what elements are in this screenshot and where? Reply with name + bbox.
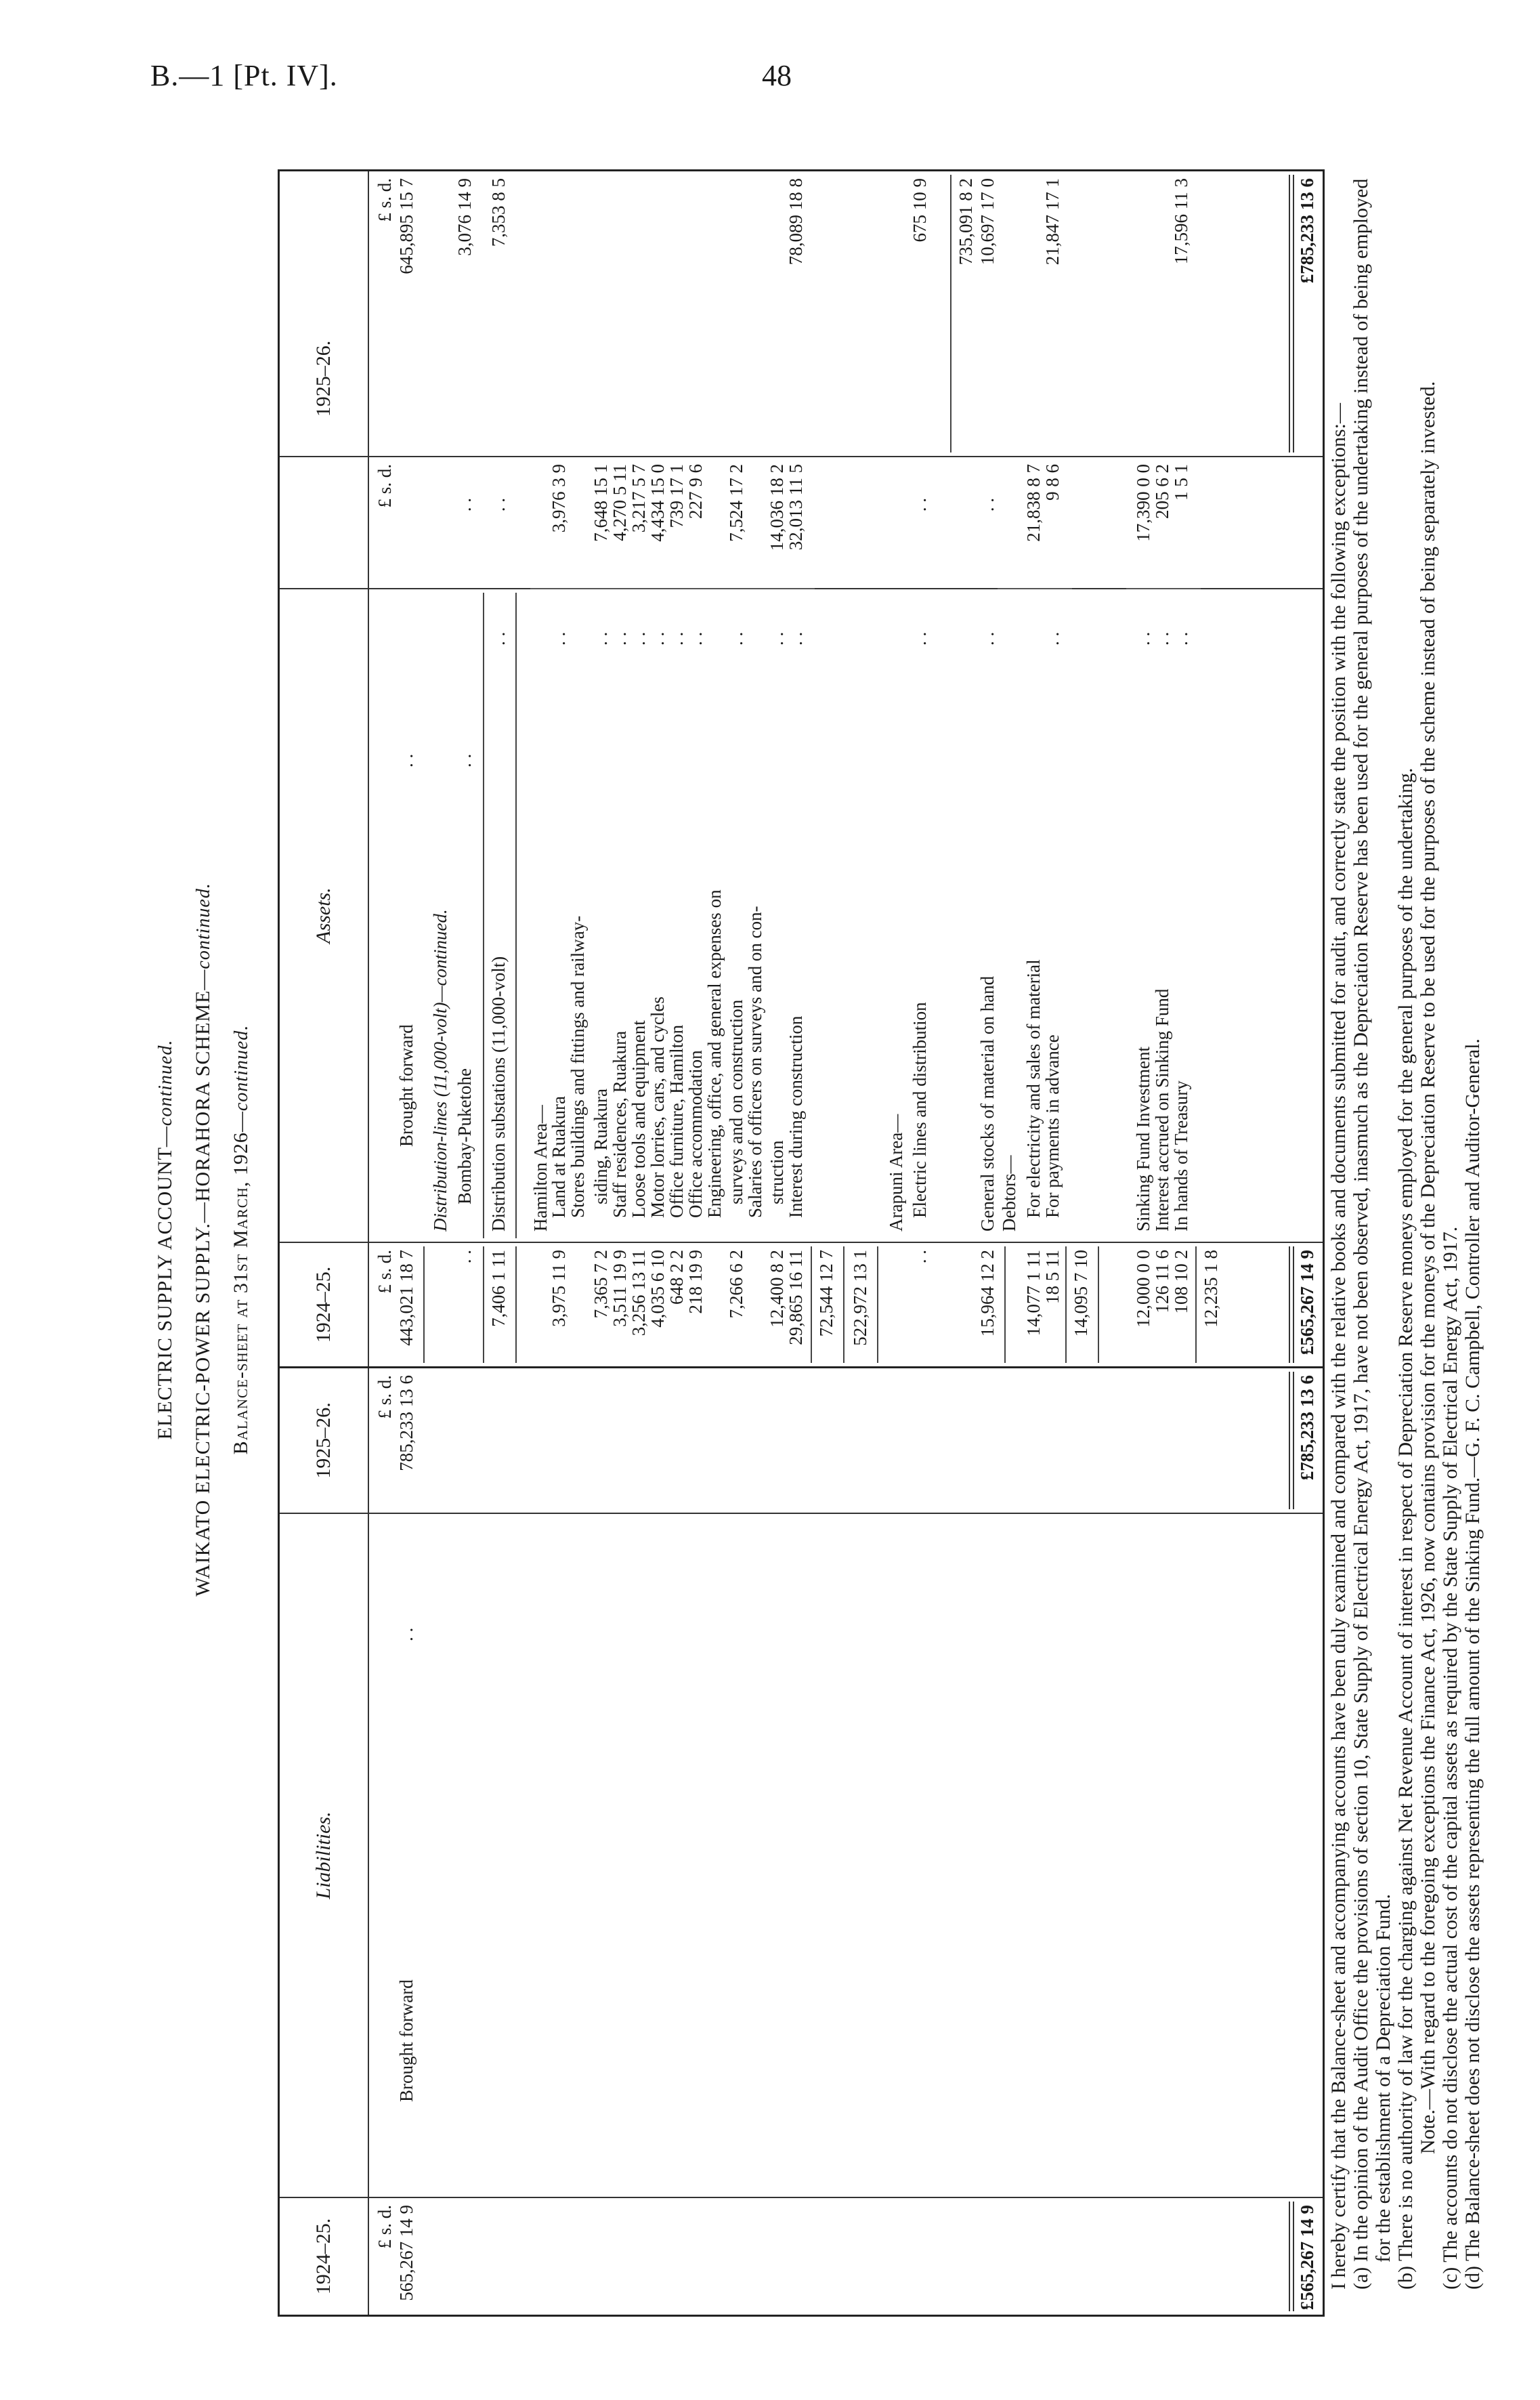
asset-label: Engineering, office, and general expenses on	[704, 889, 725, 1218]
asset-prev: . .	[454, 1250, 475, 1264]
exception-a: (a) In the opinion of the Audit Office the provisions of section 10, State Supply of Electrical Energy Act, 1917, have not been observed, inasmuch as the Depreciation Reserve has been used for the general purposes of the undertaking instead of being employed for the establishment of a Depreciation Fund.	[1350, 178, 1394, 2290]
asset-det: . .	[910, 498, 930, 512]
asset-leader: . .	[396, 753, 416, 767]
asset-det: 7,524 17 2	[726, 464, 746, 542]
asset-prev: 7,266 6 2	[726, 1250, 746, 1319]
asset-label: Brought forward	[396, 1024, 416, 1147]
asset-leader: . .	[628, 631, 649, 646]
col-header-1925-26: 1925–26.	[280, 1368, 369, 1513]
asset-label: Interest during construction	[786, 1015, 806, 1218]
asset-label: Loose tools and equipment	[628, 1020, 649, 1218]
currency-units: £ s. d.	[375, 1250, 395, 1294]
asset-leader: . .	[488, 631, 509, 646]
asset-prev: 108 10 2	[1171, 1250, 1191, 1314]
col-header-1925-26: 1925–26.	[280, 169, 369, 588]
asset-label: Interest accrued on Sinking Fund	[1152, 988, 1172, 1231]
asset-label: Land at Ruakura	[549, 1096, 569, 1218]
asset-leader: . .	[786, 631, 806, 646]
asset-prev: 3,256 13 11	[628, 1250, 649, 1336]
asset-tot: 17,596 11 3	[1171, 178, 1191, 265]
asset-label: Motor lorries, cars, and cycles	[647, 996, 668, 1218]
report-reference: B.—1 [Pt. IV].	[150, 59, 338, 92]
note: Note.—With regard to the foregoing exceptions the Finance Act, 1926, now contains provision for the moneys of the Depreciation Reserve to be used for the purposes of the scheme instead of being separately invested.	[1417, 381, 1439, 2154]
liab-total-curr: £785,233 13 6	[1297, 1375, 1317, 1481]
asset-label: Office accommodation	[685, 1050, 706, 1218]
asset-leader: . .	[910, 631, 930, 646]
asset-prev: 29,865 16 11	[786, 1250, 806, 1345]
col-assets-1925-total	[280, 169, 1323, 457]
asset-leader: . .	[1133, 631, 1153, 646]
page-number: 48	[762, 59, 792, 92]
asset-det: 9 8 6	[1042, 464, 1063, 501]
asset-label: Stores buildings and fittings and railway-	[568, 915, 588, 1218]
asset-leader: . .	[1152, 631, 1172, 646]
asset-total-curr: £785,233 13 6	[1297, 178, 1317, 284]
asset-label: surveys and on construction	[726, 999, 746, 1204]
asset-tot: 675 10 9	[910, 178, 930, 243]
asset-leader: . .	[977, 631, 998, 646]
asset-prev: 7,365 7 2	[591, 1250, 611, 1319]
asset-det: 21,838 8 7	[1023, 464, 1044, 542]
asset-prev-subtotal: 522,972 13 1	[850, 1250, 870, 1346]
asset-det: 3,217 5 7	[628, 464, 649, 533]
asset-det: 227 9 6	[685, 464, 706, 519]
asset-leader: . .	[591, 631, 611, 646]
col-header-1924-25: 1924–25.	[280, 1243, 369, 1366]
asset-det: . .	[454, 498, 475, 512]
asset-leader: . .	[454, 753, 475, 767]
asset-prev: . .	[910, 1250, 930, 1264]
asset-prev: 18 5 11	[1042, 1250, 1063, 1304]
asset-label: siding, Ruakura	[591, 1089, 611, 1204]
liab-total-prev: £565,267 14 9	[1297, 2205, 1317, 2311]
asset-prev: 12,000 0 0	[1133, 1250, 1153, 1328]
liab-leader: . .	[396, 1627, 416, 1641]
asset-label: For payments in advance	[1042, 1034, 1063, 1218]
asset-label: Distribution substations (11,000-volt)	[488, 956, 509, 1231]
asset-det: . .	[488, 498, 509, 512]
asset-leader: . .	[666, 631, 687, 646]
currency-units: £ s. d.	[375, 1375, 395, 1419]
asset-tot: 10,697 17 0	[977, 178, 998, 266]
account-title: ELECTRIC SUPPLY ACCOUNT—continued.	[154, 1039, 176, 1440]
asset-leader: . .	[726, 631, 746, 646]
asset-total-prev: £565,267 14 9	[1297, 1250, 1317, 1355]
asset-prev: 7,406 1 11	[488, 1250, 509, 1327]
exception-c: (c) The accounts do not disclose the actual cost of the capital assets as required by the State Supply of Electrical Energy Act, 1917.	[1439, 1226, 1461, 2290]
asset-prev: 218 19 9	[685, 1250, 706, 1314]
asset-leader: . .	[609, 631, 630, 646]
asset-det: 14,036 18 2	[767, 464, 787, 551]
asset-prev: 3,511 19 9	[609, 1250, 630, 1327]
asset-det: . .	[977, 498, 998, 512]
asset-det: 32,013 11 5	[786, 464, 806, 551]
asset-label: Distribution-lines (11,000-volt)—continued.	[430, 909, 450, 1231]
asset-label: Electric lines and distribution	[910, 1002, 930, 1218]
liab-bf-curr: 785,233 13 6	[396, 1375, 416, 1471]
titles	[112, 135, 274, 2344]
asset-label: Sinking Fund Investment	[1133, 1046, 1153, 1231]
asset-det: 3,976 3 9	[549, 464, 569, 533]
asset-prev: 126 11 6	[1152, 1250, 1172, 1313]
asset-label: struction	[767, 1140, 787, 1204]
liab-brought-forward: Brought forward	[396, 1979, 416, 2102]
col-assets	[280, 589, 1323, 1243]
asset-label: Arapuni Area—	[886, 1114, 906, 1231]
asset-prev-subtotal: 72,544 12 7	[816, 1250, 836, 1337]
asset-label: Salaries of officers on surveys and on con-	[745, 906, 765, 1218]
certificate-intro: I hereby certify that the Balance-sheet and accompanying accounts have been duly examined and compared with the relative books and documents submitted for audit, and correctly state the position with the following exceptions:—	[1327, 403, 1350, 2290]
asset-tot: 3,076 14 9	[454, 178, 475, 256]
asset-prev-subtotal: 14,095 7 10	[1071, 1250, 1091, 1337]
asset-leader: . .	[647, 631, 668, 646]
asset-prev: 648 2 2	[666, 1250, 687, 1305]
asset-det: 7,648 15 1	[591, 464, 611, 542]
asset-prev: 12,400 8 2	[767, 1250, 787, 1328]
asset-label: Bombay-Puketohe	[454, 1068, 475, 1204]
col-assets-1924	[280, 1243, 1323, 1368]
asset-leader: . .	[685, 631, 706, 646]
col-header-1924-25: 1924–25.	[280, 2198, 369, 2315]
asset-leader: . .	[1042, 631, 1063, 646]
asset-det: 205 6 2	[1152, 464, 1172, 519]
asset-prev: 14,077 1 11	[1023, 1250, 1044, 1336]
exception-d: (d) The Balance-sheet does not disclose the assets representing the full amount of the Sinking Fund.—G. F. C. Campbell, Controller and Auditor-General.	[1461, 1038, 1484, 2290]
asset-leader: . .	[767, 631, 787, 646]
asset-tot: 645,895 15 7	[396, 178, 416, 274]
asset-label: Staff residences, Ruakura	[609, 1030, 630, 1218]
col-liab-1925	[280, 1368, 1323, 1514]
scheme-title: WAIKATO ELECTRIC-POWER SUPPLY.—HORAHORA SCHEME—continued.	[192, 883, 214, 1597]
asset-label: For electricity and sales of material	[1023, 959, 1044, 1218]
asset-det: 1 5 1	[1171, 464, 1191, 501]
col-header-assets: Assets.	[280, 589, 369, 1242]
asset-det: 17,390 0 0	[1133, 464, 1153, 542]
asset-tot: 21,847 17 1	[1042, 178, 1063, 266]
asset-det: 739 17 1	[666, 464, 687, 528]
asset-prev-subtotal: 12,235 1 8	[1201, 1250, 1221, 1328]
asset-leader: . .	[1171, 631, 1191, 646]
asset-tot: 78,089 18 8	[786, 178, 806, 266]
currency-units: £ s. d.	[375, 464, 395, 508]
asset-prev: 3,975 11 9	[549, 1250, 569, 1327]
currency-units: £ s. d.	[375, 2205, 395, 2249]
asset-det: 4,434 15 0	[647, 464, 668, 542]
balance-sheet-table	[278, 169, 1325, 2317]
asset-label: Debtors—	[999, 1155, 1019, 1231]
asset-prev: 443,021 18 7	[396, 1250, 416, 1346]
asset-label: Hamilton Area—	[530, 1105, 551, 1231]
asset-tot-subtotal: 735,091 8 2	[956, 178, 976, 266]
col-header-liabilities: Liabilities.	[280, 1514, 369, 2197]
col-liab-1924	[280, 2198, 1323, 2317]
liab-bf-prev: 565,267 14 9	[396, 2205, 416, 2301]
col-liabilities	[280, 1514, 1323, 2198]
exception-b: (b) There is no authority of law for the charging against Net Revenue Account of interest in respect of Depreciation Reserve moneys employed for the general purposes of the undertaking.	[1394, 767, 1417, 2290]
rotated-balance-sheet	[112, 135, 1493, 2344]
col-assets-1925-detail	[280, 340, 1323, 589]
asset-prev: 15,964 12 2	[977, 1250, 998, 1337]
asset-label: In hands of Treasury	[1171, 1080, 1191, 1231]
asset-leader: . .	[549, 631, 569, 646]
asset-tot: 7,353 8 5	[488, 178, 509, 247]
asset-prev: 4,035 6 10	[647, 1250, 668, 1328]
asset-det: 4,270 5 11	[609, 464, 630, 541]
currency-units: £ s. d.	[375, 178, 395, 222]
page-header	[0, 54, 1540, 108]
sheet-title: Balance-sheet at 31st March, 1926—continued.	[230, 1024, 252, 1455]
asset-label: General stocks of material on hand	[977, 975, 998, 1231]
asset-label: Office furniture, Hamilton	[666, 1024, 687, 1218]
audit-certificate	[1327, 169, 1484, 2317]
